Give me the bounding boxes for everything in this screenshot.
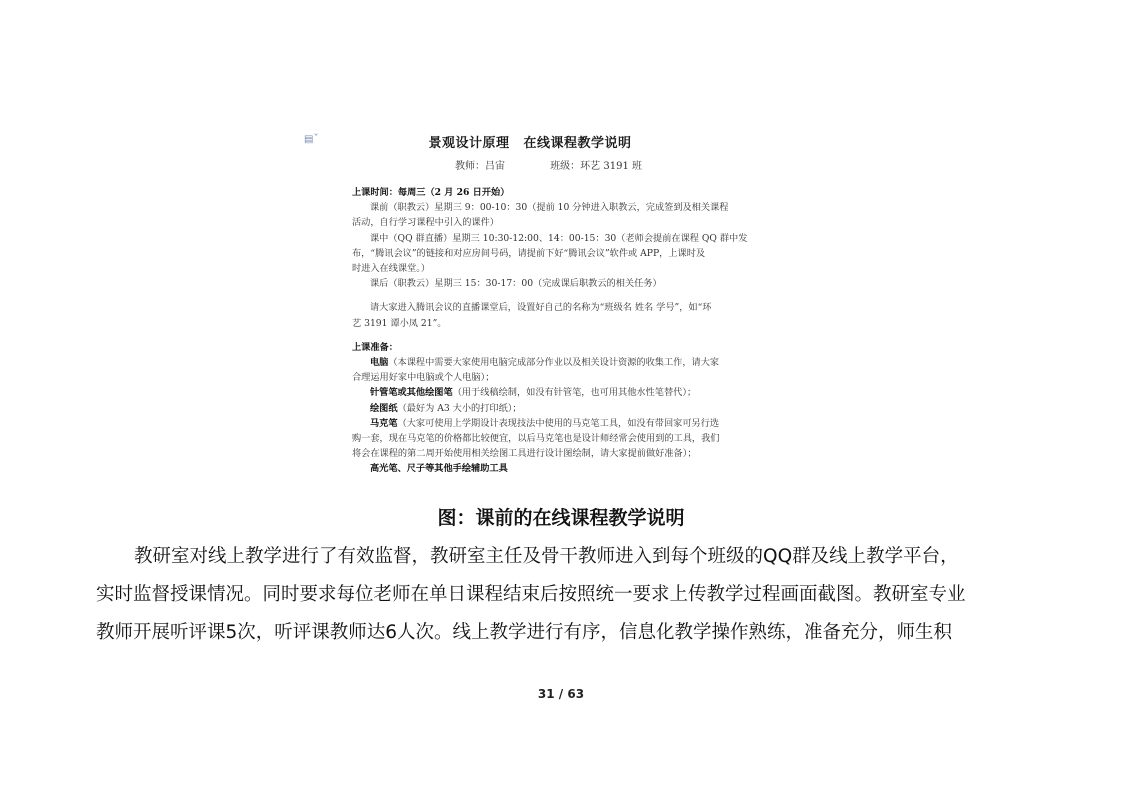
- figure-caption: 图：课前的在线课程教学说明: [437, 507, 685, 529]
- document-line: [352, 416, 752, 431]
- document-line-text: （本课程中需要大家使用电脑完成部分作业以及相关设计资源的收集工作，请大家: [388, 357, 720, 369]
- document-body: [352, 185, 752, 477]
- document-line-bold: 高光笔、尺子等其他手绘辅助工具: [370, 463, 508, 475]
- document-line: [352, 340, 752, 355]
- document-line: [352, 200, 752, 215]
- document-line: [352, 446, 752, 461]
- paragraph-line: 教研室对线上教学进行了有效监督，教研室主任及骨干教师进入到每个班级的QQ群及线上教学平台，: [134, 546, 959, 567]
- paragraph-line: 教师开展听评课5次，听评课教师达6人次。线上教学进行有序，信息化教学操作熟练，准备充分，师生积: [96, 622, 953, 643]
- document-line: [352, 370, 752, 385]
- document-line: [352, 261, 752, 276]
- document-line: [352, 461, 752, 476]
- page-number: 31 / 63: [537, 687, 585, 701]
- document-line: [352, 300, 752, 315]
- document-line-text: （最好为 A3 大小的打印纸）；: [397, 402, 522, 414]
- document-line-text: （大家可使用上学期设计表现技法中使用的马克笔工具，如没有带回家可另行选: [397, 417, 720, 429]
- document-line-text: 请大家进入腾讯会议的直播课堂后，设置好自己的名称为“班级名 姓名 学号”，如“环: [370, 302, 712, 314]
- document-title-desc: 在线课程教学说明: [523, 136, 632, 151]
- document-line-text: 上课时间：每周三（2 月 26 日开始）: [352, 187, 510, 198]
- document-line: [352, 431, 752, 446]
- document-line-text: 将会在课程的第二周开始使用相关绘图工具进行设计图绘制，请大家提前做好准备）；: [352, 448, 697, 460]
- document-class: 班级：环艺 3191 班: [550, 161, 642, 172]
- document-line-bold: 针管笔或其他绘图笔: [370, 387, 453, 399]
- document-subtitle: [455, 157, 642, 172]
- paragraph-line: 实时监督授课情况。同时要求每位老师在单日课程结束后按照统一要求上传教学过程画面截图。教研室专业: [96, 584, 966, 605]
- document-line: [352, 215, 752, 230]
- document-line: [352, 231, 752, 246]
- document-line: [352, 276, 752, 291]
- document-line-text: 课中（QQ 群直播）星期三 10:30-12:00、14：00-15：30（老师会提前在课程 QQ 群中发: [370, 232, 748, 244]
- document-line-text: 购一套，现在马克笔的价格都比较便宜，以后马克笔也是设计师经常会使用到的工具，我们: [352, 433, 720, 445]
- document-line-text: 活动，自行学习课程中引入的课件）: [352, 217, 499, 229]
- document-line: [352, 246, 752, 261]
- document-line: [352, 185, 752, 200]
- embedded-document-image: [300, 128, 760, 486]
- document-title: [300, 132, 760, 151]
- document-line: [352, 355, 752, 370]
- document-line-text: （用于线稿绘制，如没有针管笔，也可用其他水性笔替代）；: [452, 387, 697, 399]
- document-line: [352, 385, 752, 400]
- document-teacher: 教师：吕宙: [455, 161, 505, 172]
- document-line-text: 上课准备：: [352, 341, 398, 353]
- document-title-course: 景观设计原理: [428, 136, 510, 151]
- body-paragraph: [96, 538, 1036, 652]
- document-line-bold: 电脑: [370, 357, 389, 369]
- document-line-text: 课前（职教云）星期三 9：00-10：30（提前 10 分钟进入职教云，完成签到及相关课程: [370, 202, 729, 214]
- document-blank-line: [352, 331, 752, 340]
- document-line: [352, 401, 752, 416]
- document-line-bold: 马克笔: [370, 417, 398, 429]
- document-blank-line: [352, 291, 752, 300]
- document-line: [352, 316, 752, 331]
- document-line-text: 艺 3191 谭小凤 21”。: [352, 317, 447, 329]
- document-line-bold: 绘图纸: [370, 402, 398, 414]
- document-icon: ▤ˇ: [304, 134, 319, 145]
- document-line-text: 合理运用好家中电脑或个人电脑）；: [352, 372, 495, 384]
- document-line-text: 课后（职教云）星期三 15：30-17：00（完成课后职教云的相关任务）: [370, 278, 662, 290]
- document-line-text: 时进入在线课堂。）: [352, 263, 431, 275]
- document-line-text: 布，“腾讯会议”的链接和对应房间号码，请提前下好“腾讯会议”软件或 APP，上课时及: [352, 247, 706, 259]
